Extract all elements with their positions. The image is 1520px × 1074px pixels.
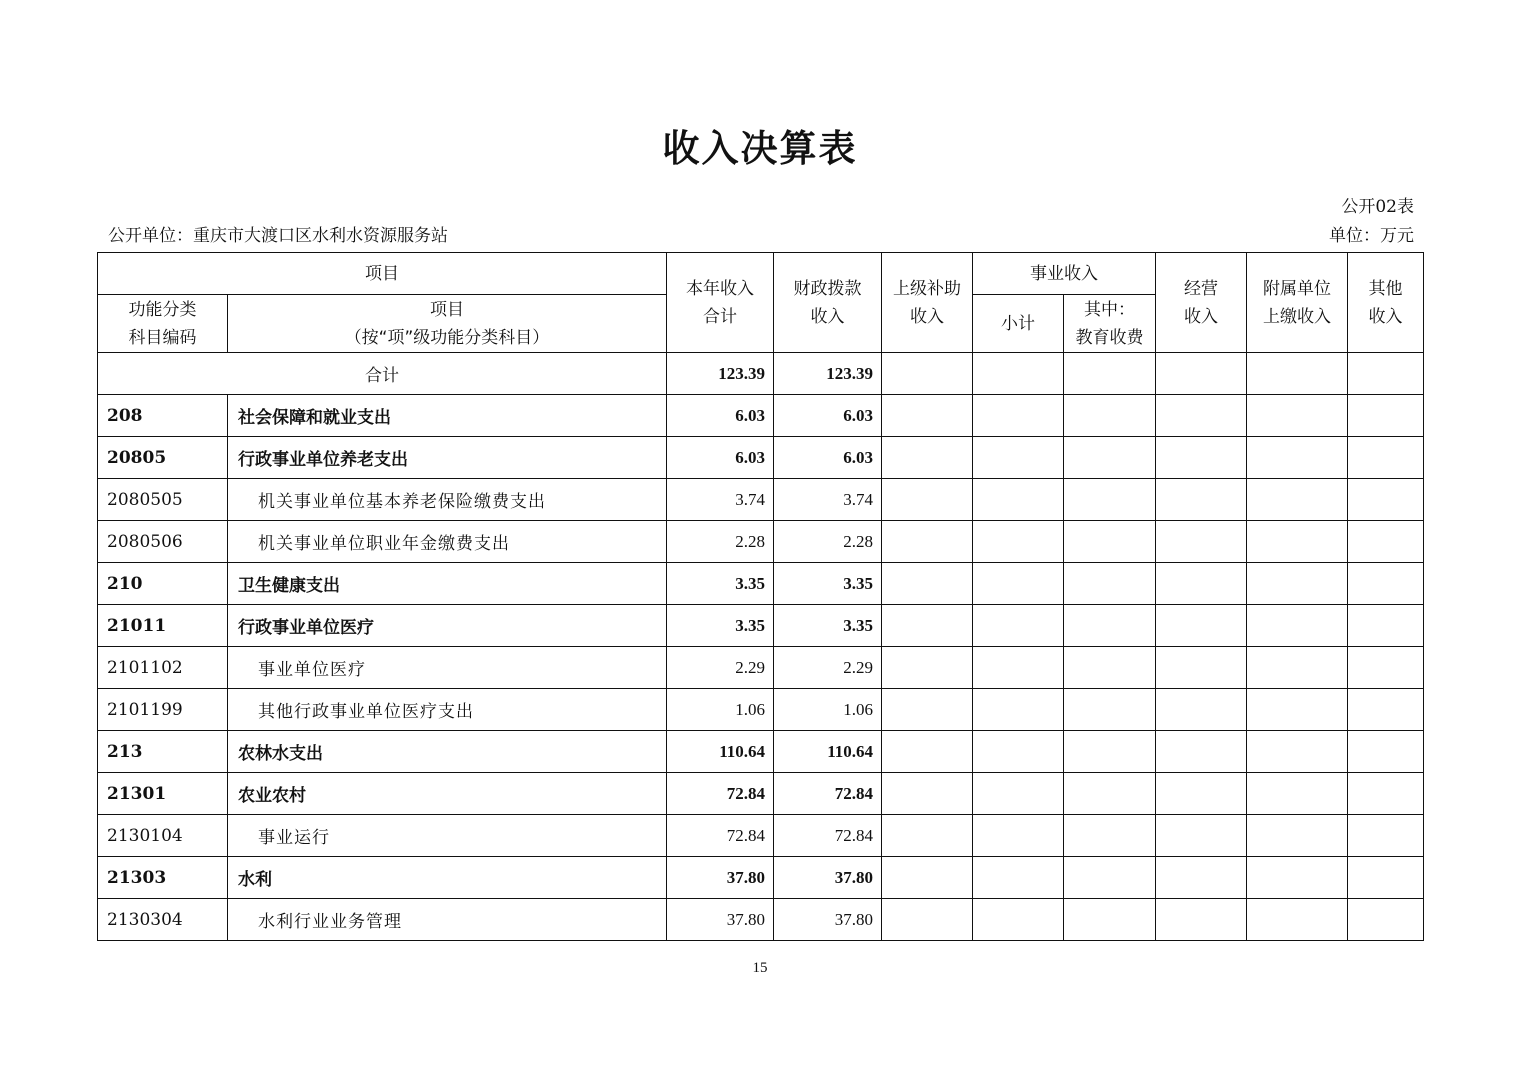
row-total: 3.35 [667,605,774,647]
table-row [98,731,1424,773]
empty-cell [1348,647,1424,689]
empty-cell [1247,395,1348,437]
table-row [98,521,1424,563]
empty-cell [1156,857,1247,899]
row-name: 社会保障和就业支出 [228,395,667,437]
row-total: 3.35 [667,563,774,605]
empty-cell [973,815,1064,857]
reporting-unit: 公开单位：重庆市大渡口区水利水资源服务站 [108,226,448,246]
empty-cell [1156,731,1247,773]
empty-cell [1247,437,1348,479]
empty-cell [1156,395,1247,437]
row-total: 6.03 [667,395,774,437]
row-name: 农业农村 [228,773,667,815]
row-code: 21303 [98,857,228,899]
empty-cell [1247,647,1348,689]
header-business: 事业收入 [973,253,1156,295]
empty-cell [973,395,1064,437]
row-fiscal: 6.03 [774,437,882,479]
row-fiscal: 2.29 [774,647,882,689]
row-total: 6.03 [667,437,774,479]
empty-cell [973,605,1064,647]
total-income: 123.39 [667,353,774,395]
row-code: 2080506 [98,521,228,563]
row-name: 水利行业业务管理 [228,899,667,941]
header-item: 项目 （按“项”级功能分类科目） [228,295,667,353]
table-row [98,479,1424,521]
row-total: 37.80 [667,899,774,941]
row-name: 行政事业单位医疗 [228,605,667,647]
empty-cell [1247,815,1348,857]
empty-cell [1064,689,1156,731]
row-fiscal: 72.84 [774,815,882,857]
empty-cell [882,815,973,857]
table-row [98,899,1424,941]
empty-cell [1064,815,1156,857]
header-total: 本年收入 合计 [667,253,774,353]
row-fiscal: 72.84 [774,773,882,815]
empty-cell [1156,605,1247,647]
table-row [98,857,1424,899]
total-row [98,353,1424,395]
table-row [98,647,1424,689]
empty-cell [973,689,1064,731]
empty-cell [1247,479,1348,521]
row-code: 2080505 [98,479,228,521]
empty-cell [1348,395,1424,437]
empty-cell [1247,605,1348,647]
empty-cell [882,521,973,563]
empty-cell [973,731,1064,773]
header-subtotal: 小计 [973,295,1064,353]
header-other: 其他 收入 [1348,253,1424,353]
table-row [98,395,1424,437]
empty-cell [1156,437,1247,479]
row-code: 210 [98,563,228,605]
empty-cell [1247,731,1348,773]
header-project: 项目 [98,253,667,295]
table-row [98,437,1424,479]
empty-cell [1348,521,1424,563]
header-fiscal: 财政拨款 收入 [774,253,882,353]
empty-cell [1247,521,1348,563]
empty-cell [973,647,1064,689]
empty-cell [973,899,1064,941]
row-code: 21301 [98,773,228,815]
empty-cell [1247,899,1348,941]
page-number: 15 [752,960,768,976]
total-label: 合计 [98,353,667,395]
row-code: 2130304 [98,899,228,941]
row-fiscal: 37.80 [774,899,882,941]
empty-cell [1064,437,1156,479]
empty-cell [1247,773,1348,815]
empty-cell [882,647,973,689]
empty-cell [1064,899,1156,941]
empty-cell [1156,689,1247,731]
empty-cell [1247,563,1348,605]
empty-cell [1348,605,1424,647]
row-fiscal: 110.64 [774,731,882,773]
table-row [98,815,1424,857]
empty-cell [973,437,1064,479]
empty-cell [882,479,973,521]
row-code: 21011 [98,605,228,647]
row-total: 37.80 [667,857,774,899]
form-number: 公开02表 [1341,197,1414,217]
empty-cell [1156,815,1247,857]
empty-cell [1156,479,1247,521]
empty-cell [1064,521,1156,563]
row-total: 72.84 [667,773,774,815]
empty-cell [1348,563,1424,605]
row-total: 2.29 [667,647,774,689]
total-fiscal: 123.39 [774,353,882,395]
row-name: 机关事业单位职业年金缴费支出 [228,521,667,563]
income-table [97,252,1424,941]
currency-unit: 单位：万元 [1329,226,1414,246]
empty-cell [882,437,973,479]
row-total: 72.84 [667,815,774,857]
row-name: 事业运行 [228,815,667,857]
row-code: 2130104 [98,815,228,857]
row-fiscal: 3.35 [774,563,882,605]
page-title: 收入决算表 [662,127,858,170]
row-fiscal: 3.35 [774,605,882,647]
empty-cell [882,899,973,941]
empty-cell [973,857,1064,899]
empty-cell [1064,731,1156,773]
empty-cell [882,857,973,899]
row-fiscal: 37.80 [774,857,882,899]
row-code: 20805 [98,437,228,479]
empty-cell [1156,647,1247,689]
row-code: 2101102 [98,647,228,689]
empty-cell [882,563,973,605]
table-row [98,605,1424,647]
empty-cell [973,521,1064,563]
empty-cell [1348,857,1424,899]
header-operating: 经营 收入 [1156,253,1247,353]
empty-cell [1156,899,1247,941]
row-name: 机关事业单位基本养老保险缴费支出 [228,479,667,521]
table-row [98,773,1424,815]
empty-cell [1348,815,1424,857]
row-fiscal: 2.28 [774,521,882,563]
empty-cell [1064,647,1156,689]
empty-cell [1064,395,1156,437]
empty-cell [973,479,1064,521]
empty-cell [1156,563,1247,605]
row-total: 2.28 [667,521,774,563]
empty-cell [1156,521,1247,563]
table-row [98,563,1424,605]
empty-cell [1064,479,1156,521]
row-code: 213 [98,731,228,773]
empty-cell [882,689,973,731]
empty-cell [1348,689,1424,731]
row-name: 事业单位医疗 [228,647,667,689]
empty-cell [1348,437,1424,479]
header-func-code: 功能分类 科目编码 [98,295,228,353]
empty-cell [1348,899,1424,941]
row-name: 水利 [228,857,667,899]
empty-cell [973,563,1064,605]
empty-cell [1156,773,1247,815]
row-fiscal: 1.06 [774,689,882,731]
empty-cell [1348,479,1424,521]
empty-cell [973,773,1064,815]
table-row [98,689,1424,731]
row-name: 农林水支出 [228,731,667,773]
empty-cell [882,605,973,647]
empty-cell [882,731,973,773]
header-affiliate: 附属单位 上缴收入 [1247,253,1348,353]
empty-cell [882,395,973,437]
empty-cell [1348,773,1424,815]
header-edu: 其中： 教育收费 [1064,295,1156,353]
row-fiscal: 3.74 [774,479,882,521]
empty-cell [1064,857,1156,899]
empty-cell [1247,689,1348,731]
empty-cell [1064,605,1156,647]
row-total: 3.74 [667,479,774,521]
row-name: 卫生健康支出 [228,563,667,605]
header-superior: 上级补助 收入 [882,253,973,353]
row-total: 110.64 [667,731,774,773]
empty-cell [1064,773,1156,815]
empty-cell [1247,857,1348,899]
empty-cell [1064,563,1156,605]
row-fiscal: 6.03 [774,395,882,437]
data-rows [98,395,1424,941]
row-code: 2101199 [98,689,228,731]
row-code: 208 [98,395,228,437]
empty-cell [1348,731,1424,773]
row-total: 1.06 [667,689,774,731]
row-name: 其他行政事业单位医疗支出 [228,689,667,731]
empty-cell [882,773,973,815]
row-name: 行政事业单位养老支出 [228,437,667,479]
